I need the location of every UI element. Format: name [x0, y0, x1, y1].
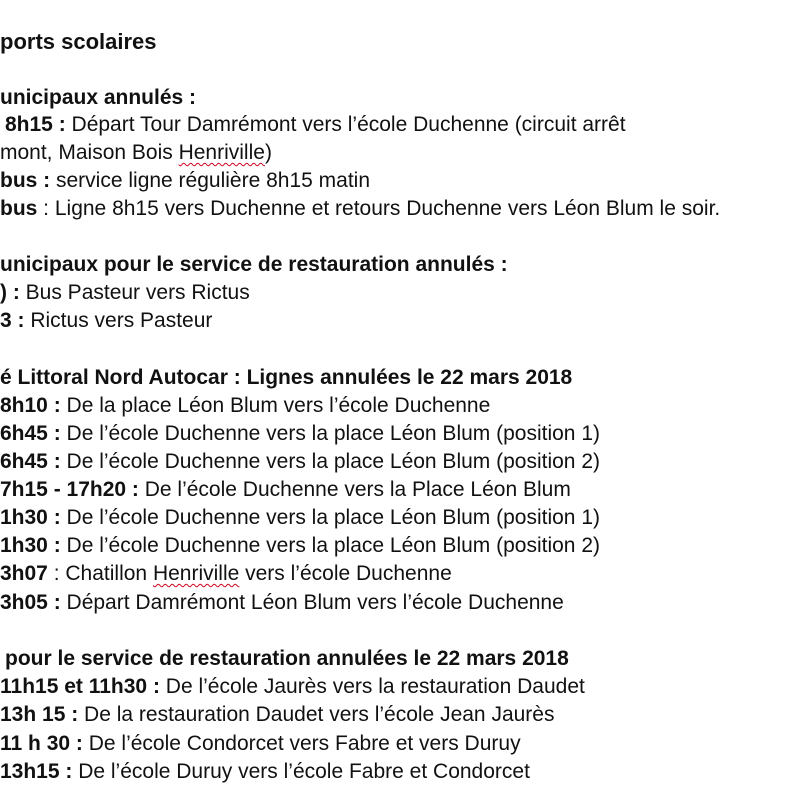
list-item — [0, 673, 585, 701]
list-item — [0, 279, 250, 307]
list-item — [0, 195, 720, 223]
section-heading-littoral-nord: é Littoral Nord Autocar : Lignes annulées le 22 mars 2018 — [0, 366, 573, 389]
list-item — [5, 111, 626, 139]
item-text: : Chatillon — [47, 562, 153, 585]
list-item — [0, 448, 600, 476]
item-text: Bus Pasteur vers Rictus — [19, 281, 250, 304]
list-item — [0, 560, 452, 588]
item-time: 6h45 : — [0, 422, 61, 445]
item-time: bus — [0, 197, 38, 220]
item-text: De l’école Duchenne vers la Place Léon Blum — [138, 478, 571, 501]
spellcheck-word: Henriville — [178, 141, 265, 164]
item-time: 1h30 : — [0, 506, 61, 529]
spellcheck-word: Henriville — [152, 562, 240, 585]
item-text: ) — [264, 141, 272, 164]
list-item — [0, 532, 600, 560]
item-text: service ligne régulière 8h15 matin — [50, 169, 371, 192]
item-text: Rictus vers Pasteur — [24, 309, 213, 332]
item-time: bus : — [0, 169, 51, 192]
item-time: 13h15 : — [0, 760, 73, 783]
item-time: 6h45 : — [0, 450, 61, 473]
item-text: De l’école Duchenne vers la place Léon Blum (position 2) — [60, 450, 600, 473]
list-item — [0, 392, 490, 420]
item-time: 13h 15 : — [0, 703, 79, 726]
item-time: 11 h 30 : — [0, 732, 83, 755]
item-time: 7h15 - 17h20 : — [0, 478, 139, 501]
list-item — [0, 701, 554, 729]
section-heading-restaurant-municipal: unicipaux pour le service de restauration annulés : — [0, 253, 508, 276]
item-text: De l’école Condorcet vers Fabre et vers Duruy — [82, 732, 521, 755]
item-text: De l’école Duchenne vers la place Léon Blum (position 2) — [60, 534, 600, 557]
item-time: 3h05 : — [0, 591, 61, 614]
item-text: De l’école Jaurès vers la restauration Daudet — [159, 675, 585, 698]
item-time: 3h07 — [0, 562, 48, 585]
section-heading-restaurant-lines: pour le service de restauration annulées le 22 mars 2018 — [5, 647, 569, 670]
item-text: Départ Tour Damrémont vers l’école Duchenne (circuit arrêt — [65, 113, 626, 136]
list-item — [0, 167, 370, 195]
item-text: De l’école Duruy vers l’école Fabre et Condorcet — [72, 760, 530, 783]
list-item — [0, 420, 600, 448]
item-text: De la restauration Daudet vers l’école Jean Jaurès — [78, 703, 555, 726]
list-item — [0, 758, 530, 786]
list-item — [0, 504, 600, 532]
item-text: De la place Léon Blum vers l’école Duchenne — [60, 394, 491, 417]
item-text: : Ligne 8h15 vers Duchenne et retours Duchenne vers Léon Blum le soir. — [37, 197, 721, 220]
document-title: ports scolaires — [0, 29, 157, 54]
item-text: mont, Maison Bois — [0, 141, 179, 164]
list-item — [0, 307, 212, 335]
list-item — [0, 730, 521, 758]
list-item — [0, 589, 564, 617]
item-time: ) : — [0, 281, 20, 304]
item-text: De l’école Duchenne vers la place Léon Blum (position 1) — [60, 422, 600, 445]
item-text: De l’école Duchenne vers la place Léon Blum (position 1) — [60, 506, 600, 529]
item-time: 11h15 et 11h30 : — [0, 675, 160, 698]
item-text: vers l’école Duchenne — [239, 562, 452, 585]
section-heading-municipal-cancelled: unicipaux annulés : — [0, 86, 197, 109]
list-item — [0, 139, 272, 167]
item-text: Départ Damrémont Léon Blum vers l’école Duchenne — [60, 591, 564, 614]
item-time: 8h15 : — [5, 113, 66, 136]
item-time: 8h10 : — [0, 394, 61, 417]
item-time: 3 : — [0, 309, 25, 332]
list-item — [0, 476, 571, 504]
item-time: 1h30 : — [0, 534, 61, 557]
